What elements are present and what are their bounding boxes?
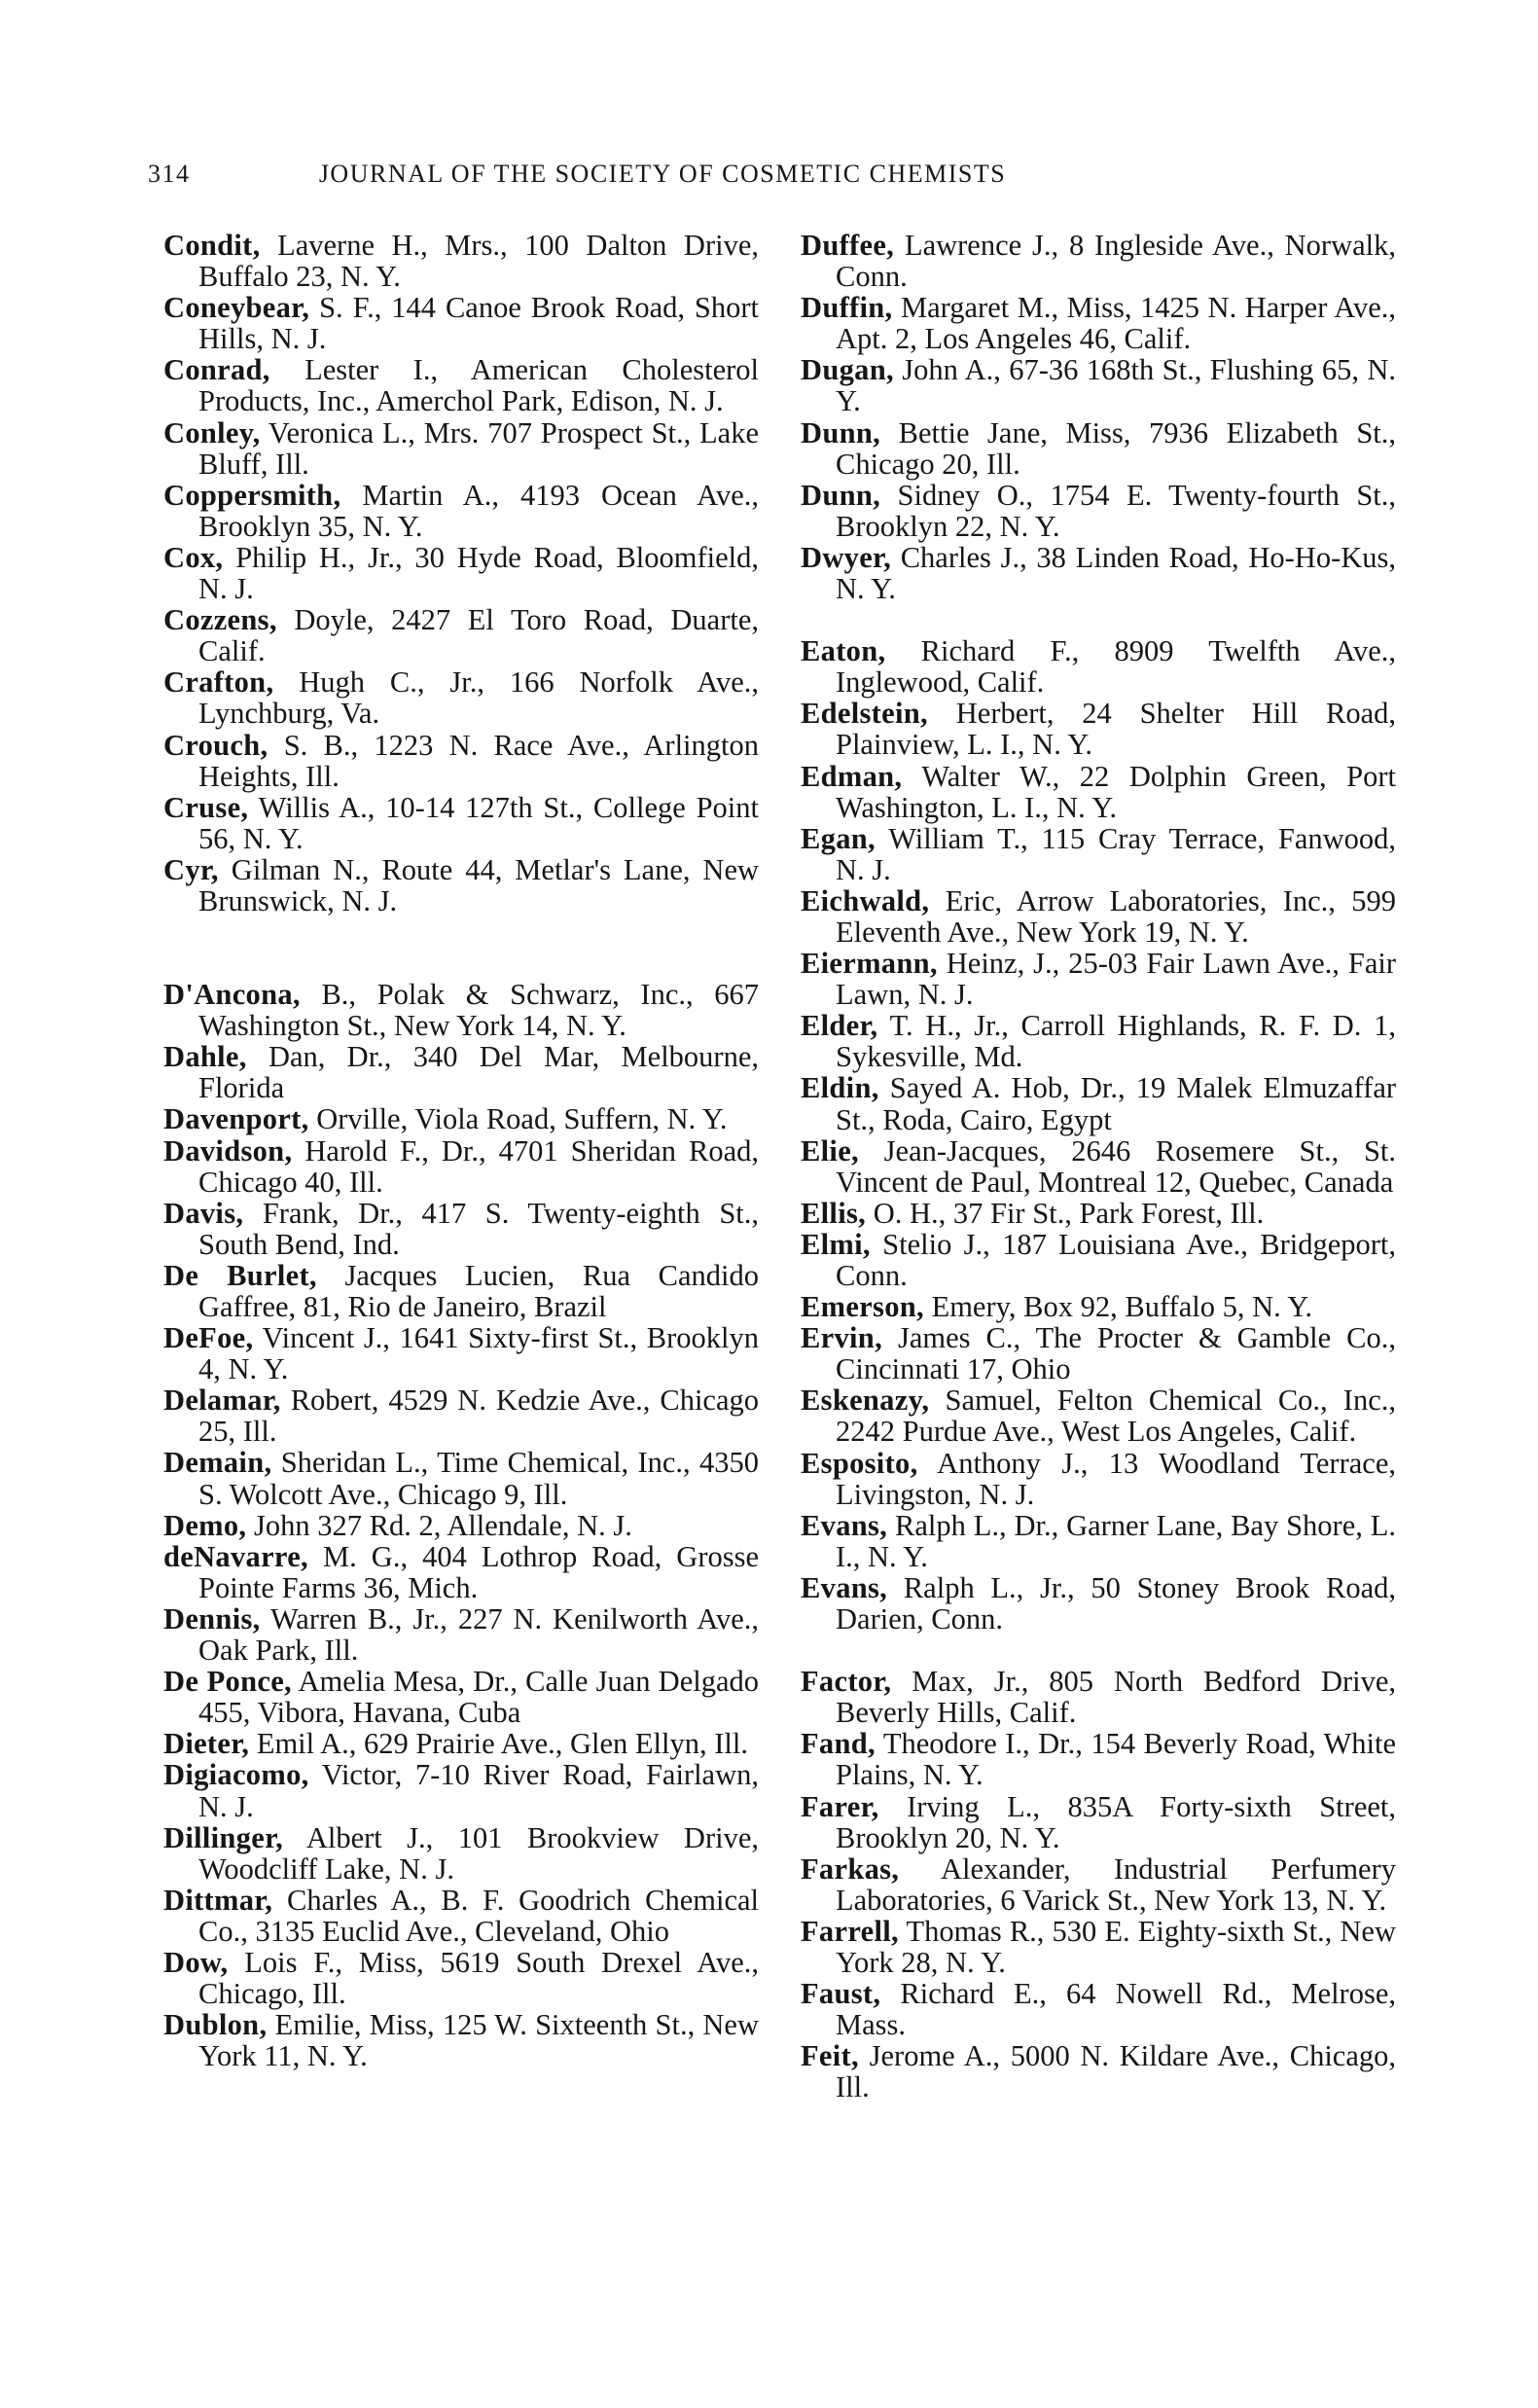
directory-entry <box>801 1666 1396 1728</box>
directory-entry <box>801 1072 1396 1134</box>
member-name: Evans, <box>801 1508 888 1542</box>
member-details: John A., 67-36 168th St., Flushing 65, N. Y. <box>836 353 1397 418</box>
directory-entry <box>801 1448 1396 1510</box>
member-details: Jerome A., 5000 N. Kildare Ave., Chicago, Ill. <box>836 2039 1396 2104</box>
member-name: Davis, <box>163 1196 244 1230</box>
member-details: Heinz, J., 25-03 Fair Lawn Ave., Fair Lawn, N. J. <box>836 947 1396 1012</box>
member-name: Fand, <box>801 1727 876 1761</box>
member-name: Dillinger, <box>163 1820 284 1854</box>
member-details: Theodore I., Dr., 154 Beverly Road, White Plains, N. Y. <box>836 1727 1397 1792</box>
directory-entry <box>801 761 1396 823</box>
member-details: Amelia Mesa, Dr., Calle Juan Delgado 455, Vibora, Havana, Cuba <box>198 1665 759 1730</box>
member-details: Max, Jr., 805 North Bedford Drive, Beverly Hills, Calif. <box>836 1665 1397 1730</box>
member-name: Cox, <box>163 540 224 574</box>
member-details: Lester I., American Cholesterol Products, Inc., Amerchol Park, Edison, N. J. <box>198 353 759 418</box>
directory-entry <box>801 1572 1396 1635</box>
directory-entry <box>163 2009 759 2071</box>
member-details: William T., 115 Cray Terrace, Fanwood, N. J. <box>836 821 1397 886</box>
member-details: Hugh C., Jr., 166 Norfolk Ave., Lynchburg, Va. <box>198 665 759 731</box>
directory-entry <box>801 1291 1396 1322</box>
member-name: Demain, <box>163 1446 272 1480</box>
member-name: Dieter, <box>163 1727 250 1761</box>
directory-entry <box>163 604 759 666</box>
member-name: DeFoe, <box>163 1321 254 1355</box>
member-name: Eichwald, <box>801 883 930 917</box>
directory-entry <box>801 230 1396 292</box>
member-name: Edman, <box>801 759 903 793</box>
member-details: Sidney O., 1754 E. Twenty-fourth St., Brooklyn 22, N. Y. <box>836 478 1397 543</box>
entry-group-d <box>163 979 759 2071</box>
member-name: Ervin, <box>801 1321 882 1355</box>
directory-entry <box>801 1384 1396 1447</box>
directory-entry <box>801 1229 1396 1291</box>
member-name: Elmi, <box>801 1227 871 1261</box>
member-details: Albert J., 101 Brookview Drive, Woodcliff Lake, N. J. <box>198 1820 759 1886</box>
directory-entry <box>801 1853 1396 1916</box>
member-name: Farkas, <box>801 1851 900 1886</box>
member-name: Dennis, <box>163 1601 261 1635</box>
member-name: Ellis, <box>801 1196 867 1230</box>
member-details: Anthony J., 13 Woodland Terrace, Livingston, N. J. <box>836 1446 1396 1511</box>
directory-entry <box>801 354 1396 416</box>
member-name: De Burlet, <box>163 1258 317 1292</box>
member-details: Laverne H., Mrs., 100 Dalton Drive, Buffalo 23, N. Y. <box>198 229 760 294</box>
section-gap <box>163 916 759 979</box>
directory-entry <box>801 292 1396 354</box>
directory-entry <box>163 1322 759 1384</box>
member-details: Stelio J., 187 Louisiana Ave., Bridgeport, Conn. <box>836 1227 1396 1292</box>
directory-entry <box>163 854 759 916</box>
directory-entry <box>163 1510 759 1541</box>
member-name: Conley, <box>163 415 261 449</box>
member-name: Cozzens, <box>163 603 277 637</box>
directory-entry <box>163 230 759 292</box>
directory-entry <box>163 1822 759 1885</box>
directory-entry <box>801 1791 1396 1853</box>
member-details: Ralph L., Jr., 50 Stoney Brook Road, Darien, Conn. <box>836 1570 1397 1636</box>
member-details: Sheridan L., Time Chemical, Inc., 4350 S. Wolcott Ave., Chicago 9, Ill. <box>198 1446 759 1511</box>
directory-entry <box>163 1541 759 1603</box>
member-details: B., Polak & Schwarz, Inc., 667 Washington St., New York 14, N. Y. <box>198 978 760 1043</box>
entry-group-d <box>801 230 1396 604</box>
directory-entry <box>163 792 759 854</box>
member-details: Sayed A. Hob, Dr., 19 Malek Elmuzaffar St., Roda, Cairo, Egypt <box>836 1071 1397 1136</box>
page-number: 314 <box>148 160 191 188</box>
member-details: T. H., Jr., Carroll Highlands, R. F. D. 1, Sykesville, Md. <box>836 1009 1396 1074</box>
directory-entry <box>163 1260 759 1322</box>
member-name: Dwyer, <box>801 540 892 574</box>
member-name: Elder, <box>801 1009 878 1043</box>
directory-entry <box>163 1103 759 1134</box>
directory-entry <box>163 1447 759 1509</box>
member-details: Doyle, 2427 El Toro Road, Duarte, Calif. <box>198 603 759 668</box>
member-name: Dow, <box>163 1945 229 1979</box>
member-name: Eldin, <box>801 1071 879 1105</box>
member-details: S. B., 1223 N. Race Ave., Arlington Heights, Ill. <box>198 728 760 793</box>
member-details: Lawrence J., 8 Ingleside Ave., Norwalk, Conn. <box>836 229 1397 294</box>
directory-entry <box>163 1603 759 1666</box>
member-details: Willis A., 10-14 127th St., College Point 56, N. Y. <box>198 790 759 855</box>
directory-entry <box>163 1947 759 2009</box>
member-details: Jacques Lucien, Rua Candido Gaffree, 81, Rio de Janeiro, Brazil <box>198 1258 760 1323</box>
member-details: Gilman N., Route 44, Metlar's Lane, New Brunswick, N. J. <box>198 852 760 917</box>
directory-entry <box>801 1198 1396 1229</box>
directory-entry <box>163 1384 759 1447</box>
member-name: Elie, <box>801 1133 859 1168</box>
member-name: De Ponce, <box>163 1665 292 1699</box>
member-details: Charles J., 38 Linden Road, Ho-Ho-Kus, N. Y. <box>836 540 1397 606</box>
member-details: John 327 Rd. 2, Allendale, N. J. <box>253 1508 632 1542</box>
member-name: Conrad, <box>163 353 270 387</box>
member-details: M. G., 404 Lothrop Road, Grosse Pointe Farms 36, Mich. <box>198 1539 759 1604</box>
directory-entry <box>163 1041 759 1103</box>
member-details: Margaret M., Miss, 1425 N. Harper Ave., Apt. 2, Los Angeles 46, Calif. <box>836 291 1397 356</box>
member-name: Egan, <box>801 821 876 855</box>
member-name: Cruse, <box>163 790 249 824</box>
directory-entry <box>801 1322 1396 1384</box>
directory-entry <box>801 635 1396 698</box>
directory-entry <box>163 292 759 354</box>
member-name: deNavarre, <box>163 1539 308 1573</box>
member-name: Duffee, <box>801 229 895 262</box>
journal-title: JOURNAL OF THE SOCIETY OF COSMETIC CHEMISTS <box>318 160 1007 188</box>
member-name: Coppersmith, <box>163 478 341 512</box>
left-column <box>163 230 759 2071</box>
directory-entry <box>801 1135 1396 1198</box>
member-name: Coneybear, <box>163 291 310 325</box>
member-details: Robert, 4529 N. Kedzie Ave., Chicago 25, Ill. <box>198 1384 759 1449</box>
member-name: Eiermann, <box>801 947 938 981</box>
member-name: Delamar, <box>163 1384 281 1418</box>
directory-entry <box>163 1728 759 1759</box>
member-details: Herbert, 24 Shelter Hill Road, Plainview, L. I., N. Y. <box>836 697 1397 762</box>
directory-entry <box>801 823 1396 885</box>
member-details: Warren B., Jr., 227 N. Kenilworth Ave., Oak Park, Ill. <box>198 1601 760 1668</box>
directory-entry <box>163 417 759 480</box>
member-details: Eric, Arrow Laboratories, Inc., 599 Eleventh Ave., New York 19, N. Y. <box>836 883 1396 949</box>
member-details: Richard F., 8909 Twelfth Ave., Inglewood, Calif. <box>836 634 1396 700</box>
member-details: Emilie, Miss, 125 W. Sixteenth St., New York 11, N. Y. <box>198 2008 759 2073</box>
member-details: Martin A., 4193 Ocean Ave., Brooklyn 35, N. Y. <box>198 478 759 543</box>
member-name: Eaton, <box>801 634 886 668</box>
member-name: D'Ancona, <box>163 978 301 1012</box>
member-details: Ralph L., Dr., Garner Lane, Bay Shore, L. I., N. Y. <box>836 1508 1396 1573</box>
member-name: Farer, <box>801 1789 879 1823</box>
section-gap <box>801 1635 1396 1666</box>
section-gap <box>801 604 1396 635</box>
member-details: S. F., 144 Canoe Brook Road, Short Hills, N. J. <box>198 291 760 356</box>
entry-group-e <box>801 635 1396 1635</box>
member-name: Dugan, <box>801 353 894 387</box>
member-details: Emery, Box 92, Buffalo 5, N. Y. <box>931 1290 1312 1324</box>
directory-entry <box>801 480 1396 542</box>
member-details: Victor, 7-10 River Road, Fairlawn, N. J. <box>198 1758 759 1823</box>
directory-entry <box>163 979 759 1041</box>
member-details: Vincent J., 1641 Sixty-first St., Brooklyn 4, N. Y. <box>198 1321 759 1386</box>
member-name: Farrell, <box>801 1914 899 1948</box>
directory-entry <box>163 730 759 792</box>
member-details: Alexander, Industrial Perfumery Laboratories, 6 Varick St., New York 13, N. Y. <box>836 1851 1396 1917</box>
member-name: Davenport, <box>163 1102 309 1136</box>
member-details: Orville, Viola Road, Suffern, N. Y. <box>316 1102 728 1136</box>
directory-entry <box>163 480 759 542</box>
directory-entry <box>163 1135 759 1198</box>
member-name: Digiacomo, <box>163 1758 309 1792</box>
directory-entry <box>801 1916 1396 1978</box>
page-header <box>148 160 1177 198</box>
member-name: Duffin, <box>801 291 893 325</box>
member-name: Condit, <box>163 229 261 262</box>
member-details: Veronica L., Mrs. 707 Prospect St., Lake Bluff, Ill. <box>198 415 760 481</box>
directory-entry <box>801 1728 1396 1790</box>
member-name: Dahle, <box>163 1040 247 1074</box>
directory-entry <box>163 542 759 604</box>
directory-entry <box>163 1198 759 1260</box>
member-name: Dittmar, <box>163 1883 273 1917</box>
directory-entry <box>801 698 1396 760</box>
member-name: Demo, <box>163 1508 247 1542</box>
directory-entry <box>801 1010 1396 1072</box>
entry-group-f <box>801 1666 1396 2103</box>
member-details: Emil A., 629 Prairie Ave., Glen Ellyn, Ill. <box>256 1727 748 1761</box>
directory-entry <box>163 666 759 729</box>
right-column <box>801 230 1396 2103</box>
member-name: Dunn, <box>801 478 881 512</box>
member-details: Frank, Dr., 417 S. Twenty-eighth St., South Bend, Ind. <box>198 1196 760 1261</box>
member-details: O. H., 37 Fir St., Park Forest, Ill. <box>873 1196 1265 1230</box>
member-details: Jean-Jacques, 2646 Rosemere St., St. Vincent de Paul, Montreal 12, Quebec, Canada <box>836 1133 1397 1199</box>
member-name: Feit, <box>801 2039 859 2073</box>
member-details: Dan, Dr., 340 Del Mar, Melbourne, Florida <box>198 1040 759 1105</box>
member-name: Cyr, <box>163 852 219 886</box>
directory-entry <box>801 885 1396 948</box>
directory-entry <box>801 2040 1396 2103</box>
member-name: Esposito, <box>801 1446 918 1480</box>
member-name: Evans, <box>801 1570 888 1604</box>
member-name: Dunn, <box>801 415 881 449</box>
directory-entry <box>163 1666 759 1728</box>
member-name: Eskenazy, <box>801 1384 930 1418</box>
member-name: Dublon, <box>163 2008 268 2042</box>
member-details: Charles A., B. F. Goodrich Chemical Co., 3135 Euclid Ave., Cleveland, Ohio <box>198 1883 760 1948</box>
member-name: Crafton, <box>163 665 274 700</box>
member-name: Edelstein, <box>801 697 928 731</box>
member-name: Crouch, <box>163 728 268 762</box>
member-details: Bettie Jane, Miss, 7936 Elizabeth St., Chicago 20, Ill. <box>836 415 1397 481</box>
member-name: Emerson, <box>801 1290 924 1324</box>
directory-entry <box>163 1885 759 1947</box>
member-details: Harold F., Dr., 4701 Sheridan Road, Chicago 40, Ill. <box>198 1133 759 1199</box>
member-details: Walter W., 22 Dolphin Green, Port Washington, L. I., N. Y. <box>836 759 1396 824</box>
directory-entry <box>801 1510 1396 1572</box>
directory-entry <box>163 1759 759 1821</box>
member-details: Irving L., 835A Forty-sixth Street, Brooklyn 20, N. Y. <box>836 1789 1396 1854</box>
directory-entry <box>163 354 759 416</box>
member-details: Philip H., Jr., 30 Hyde Road, Bloomfield, N. J. <box>198 540 759 606</box>
member-name: Faust, <box>801 1977 881 2011</box>
directory-entry <box>801 417 1396 480</box>
member-details: Richard E., 64 Nowell Rd., Melrose, Mass. <box>836 1977 1396 2042</box>
member-name: Factor, <box>801 1665 892 1699</box>
directory-entry <box>801 948 1396 1010</box>
directory-entry <box>801 542 1396 604</box>
member-details: Lois F., Miss, 5619 South Drexel Ave., Chicago, Ill. <box>198 1945 759 2011</box>
member-name: Davidson, <box>163 1133 293 1168</box>
directory-entry <box>801 1978 1396 2040</box>
member-details: Thomas R., 530 E. Eighty-sixth St., New York 28, N. Y. <box>836 1914 1396 1979</box>
entry-group-c <box>163 230 759 916</box>
member-details: Samuel, Felton Chemical Co., Inc., 2242 Purdue Ave., West Los Angeles, Calif. <box>836 1384 1396 1449</box>
member-details: James C., The Procter & Gamble Co., Cincinnati 17, Ohio <box>836 1321 1396 1386</box>
